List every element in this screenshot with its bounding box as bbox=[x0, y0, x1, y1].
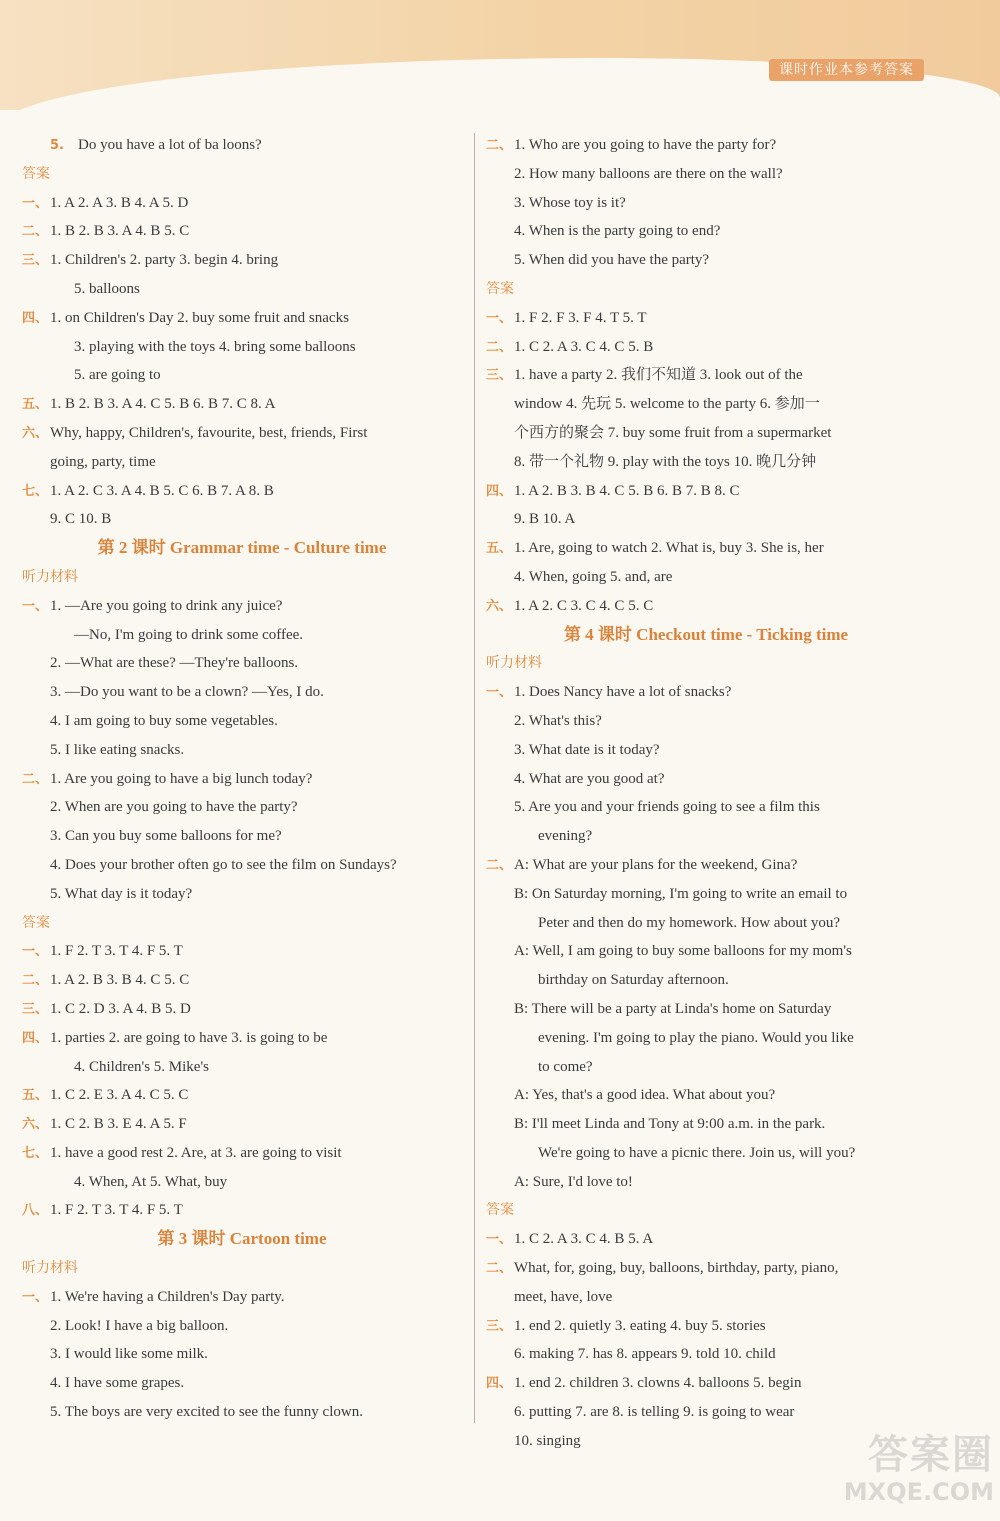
line-text: evening? bbox=[538, 828, 593, 845]
line-text: 1. end 2. quietly 3. eating 4. buy 5. stories bbox=[514, 1317, 766, 1334]
item-number: 三、 bbox=[486, 368, 513, 384]
line-text: to come? bbox=[538, 1058, 593, 1075]
answer-line bbox=[22, 448, 462, 477]
answer-line bbox=[22, 333, 462, 362]
answer-line bbox=[22, 1283, 462, 1312]
line-text: 5. are going to bbox=[74, 367, 161, 384]
answer-line bbox=[486, 1283, 926, 1312]
item-number: 一、 bbox=[22, 195, 49, 211]
item-number: 四、 bbox=[486, 1376, 513, 1392]
line-text: 6. making 7. has 8. appears 9. told 10. child bbox=[514, 1346, 776, 1363]
answer-line bbox=[486, 1024, 926, 1053]
item-number: 五、 bbox=[22, 1088, 49, 1104]
line-text: We're going to have a picnic there. Join us, will you? bbox=[538, 1144, 856, 1161]
line-text: 6. putting 7. are 8. is telling 9. is going to wear bbox=[514, 1404, 795, 1421]
answer-line bbox=[486, 477, 926, 506]
answer-line bbox=[486, 563, 926, 592]
line-text: 1. A 2. B 3. B 4. C 5. C bbox=[50, 972, 190, 989]
section-label-text: 答案 bbox=[22, 165, 50, 182]
line-text: 9. C 10. B bbox=[50, 511, 112, 528]
answer-line bbox=[486, 1081, 926, 1110]
line-text: going, party, time bbox=[50, 453, 156, 470]
line-text: B: There will be a party at Linda's home on Saturday bbox=[514, 1000, 832, 1017]
answer-line bbox=[22, 880, 462, 909]
answer-line bbox=[486, 736, 926, 765]
section-title: 第 4 课时 Checkout time - Ticking time bbox=[563, 624, 849, 644]
answer-line bbox=[22, 477, 462, 506]
answer-line bbox=[22, 707, 462, 736]
answer-line bbox=[22, 275, 462, 304]
answer-line bbox=[22, 304, 462, 333]
answer-line bbox=[486, 1369, 926, 1398]
line-text: 1. C 2. D 3. A 4. B 5. D bbox=[50, 1000, 191, 1017]
line-text: 5. balloons bbox=[74, 280, 140, 297]
line-text: 1. F 2. T 3. T 4. F 5. T bbox=[50, 943, 183, 960]
line-text: A: Sure, I'd love to! bbox=[514, 1173, 633, 1190]
answer-line bbox=[22, 966, 462, 995]
item-number: 四、 bbox=[22, 310, 49, 326]
line-text: 9. B 10. A bbox=[514, 511, 576, 528]
answer-line bbox=[22, 217, 462, 246]
answer-line bbox=[22, 131, 462, 160]
section-label-text: 听力材料 bbox=[486, 655, 542, 672]
answer-line bbox=[486, 880, 926, 909]
line-text: 4. I am going to buy some vegetables. bbox=[50, 712, 278, 729]
section-label-text: 答案 bbox=[486, 280, 514, 297]
header-tag: 课时作业本参考答案 bbox=[769, 59, 924, 81]
line-text: evening. I'm going to play the piano. Would you like bbox=[538, 1029, 854, 1046]
item-number: 二、 bbox=[486, 138, 513, 153]
line-text: 1. We're having a Children's Day party. bbox=[50, 1288, 285, 1305]
line-text: 8. 带一个礼物 9. play with the toys 10. 晚几分钟 bbox=[514, 453, 817, 470]
line-text: 1. A 2. C 3. C 4. C 5. C bbox=[514, 597, 654, 614]
answer-line bbox=[22, 621, 462, 650]
line-text: 1. Children's 2. party 3. begin 4. bring bbox=[50, 252, 279, 269]
answer-line bbox=[486, 131, 926, 160]
watermark-main: 答案圈 bbox=[868, 1432, 994, 1478]
line-text: 1. Are you going to have a big lunch today? bbox=[50, 770, 313, 787]
section-label bbox=[22, 160, 462, 189]
answer-line bbox=[22, 419, 462, 448]
line-text: 4. What are you good at? bbox=[514, 770, 665, 787]
line-text: 1. —Are you going to drink any juice? bbox=[50, 597, 283, 614]
answer-line bbox=[486, 822, 926, 851]
answer-line bbox=[486, 361, 926, 390]
answer-line bbox=[486, 246, 926, 275]
answer-line bbox=[486, 1398, 926, 1427]
answer-line bbox=[22, 649, 462, 678]
line-text: 5. The boys are very excited to see the funny clown. bbox=[50, 1404, 363, 1421]
answer-line bbox=[486, 419, 926, 448]
line-text: 5. I like eating snacks. bbox=[50, 741, 185, 758]
line-text: A: Yes, that's a good idea. What about you? bbox=[514, 1087, 776, 1104]
section-title: 第 2 课时 Grammar time - Culture time bbox=[97, 538, 387, 558]
answer-line bbox=[22, 851, 462, 880]
left-column bbox=[22, 131, 462, 1427]
item-number: 六、 bbox=[486, 598, 513, 614]
section-label bbox=[22, 909, 462, 938]
item-number: 一、 bbox=[486, 310, 513, 326]
item-number: 三、 bbox=[486, 1318, 513, 1334]
line-text: 2. How many balloons are there on the wall? bbox=[514, 165, 783, 182]
line-text: 4. Children's 5. Mike's bbox=[74, 1058, 209, 1075]
answer-line bbox=[22, 189, 462, 218]
item-number: 一、 bbox=[486, 685, 513, 701]
item-number: 四、 bbox=[486, 483, 513, 499]
line-text: 2. —What are these? —They're balloons. bbox=[50, 655, 299, 672]
answer-line bbox=[22, 1081, 462, 1110]
line-text: 3. playing with the toys 4. bring some balloons bbox=[74, 338, 356, 355]
item-number: 二、 bbox=[486, 339, 513, 355]
section-label bbox=[486, 649, 926, 678]
item-number: 八、 bbox=[22, 1203, 49, 1219]
answer-line bbox=[486, 448, 926, 477]
section-label bbox=[486, 1196, 926, 1225]
item-number: 一、 bbox=[22, 944, 49, 960]
answer-line bbox=[486, 217, 926, 246]
answer-line bbox=[22, 822, 462, 851]
line-text: 4. I have some grapes. bbox=[50, 1375, 185, 1392]
line-text: 个西方的聚会 7. buy some fruit from a supermarket bbox=[514, 424, 832, 441]
section-title: 第 3 课时 Cartoon time bbox=[157, 1229, 327, 1249]
answer-line bbox=[486, 390, 926, 419]
answer-line bbox=[486, 592, 926, 621]
answer-line bbox=[22, 995, 462, 1024]
answer-line bbox=[486, 333, 926, 362]
line-text: 4. When, At 5. What, buy bbox=[74, 1173, 228, 1190]
item-number: 二、 bbox=[486, 1261, 513, 1277]
section-label-text: 答案 bbox=[22, 914, 50, 931]
line-text: —No, I'm going to drink some coffee. bbox=[74, 626, 304, 643]
item-number: 一、 bbox=[22, 598, 49, 614]
answer-line bbox=[22, 1369, 462, 1398]
line-text: 2. What's this? bbox=[514, 712, 602, 729]
answer-line bbox=[22, 505, 462, 534]
line-text: A: Well, I am going to buy some balloons for my mom's bbox=[514, 943, 852, 960]
answer-line bbox=[22, 1110, 462, 1139]
watermark-sub: MXQE.COM bbox=[843, 1478, 994, 1506]
answer-line bbox=[486, 1139, 926, 1168]
answer-line bbox=[22, 246, 462, 275]
line-text: 1. C 2. A 3. C 4. B 5. A bbox=[514, 1231, 654, 1248]
answer-line bbox=[486, 909, 926, 938]
answer-line bbox=[486, 160, 926, 189]
answer-line bbox=[22, 1398, 462, 1427]
answer-line bbox=[486, 1254, 926, 1283]
answer-line bbox=[486, 1312, 926, 1341]
answer-line bbox=[486, 995, 926, 1024]
answer-line bbox=[22, 736, 462, 765]
item-number: 三、 bbox=[22, 253, 49, 269]
answer-line bbox=[486, 765, 926, 794]
item-number: 七、 bbox=[22, 483, 49, 499]
answer-line bbox=[22, 390, 462, 419]
answer-line bbox=[486, 1340, 926, 1369]
answer-line bbox=[22, 1139, 462, 1168]
answer-line bbox=[486, 534, 926, 563]
line-text: 1. C 2. E 3. A 4. C 5. C bbox=[50, 1087, 189, 1104]
item-number: 二、 bbox=[22, 771, 49, 787]
line-text: Do you have a lot of ba loons? bbox=[78, 137, 262, 153]
item-number: 四、 bbox=[22, 1030, 49, 1046]
answer-line bbox=[22, 937, 462, 966]
line-text: 1. C 2. A 3. C 4. C 5. B bbox=[514, 338, 654, 355]
item-number: 七、 bbox=[22, 1145, 49, 1161]
answer-line bbox=[486, 1225, 926, 1254]
line-text: 5. When did you have the party? bbox=[514, 252, 710, 269]
answer-line bbox=[486, 707, 926, 736]
line-text: 1. Are, going to watch 2. What is, buy 3. She is, her bbox=[514, 540, 824, 557]
answer-line bbox=[486, 505, 926, 534]
item-number: 六、 bbox=[22, 1117, 49, 1133]
watermark-logo bbox=[794, 1433, 994, 1513]
item-number: 一、 bbox=[22, 1289, 49, 1305]
line-text: 1. on Children's Day 2. buy some fruit and snacks bbox=[50, 309, 349, 326]
answer-line bbox=[486, 1110, 926, 1139]
answer-line bbox=[486, 851, 926, 880]
line-text: 5. Are you and your friends going to see a film this bbox=[514, 799, 820, 816]
item-number: 五、 bbox=[486, 541, 513, 557]
answer-line bbox=[22, 361, 462, 390]
answer-line bbox=[486, 1168, 926, 1197]
section-label bbox=[22, 1254, 462, 1283]
line-text: 1. Does Nancy have a lot of snacks? bbox=[514, 684, 732, 701]
item-number: 六、 bbox=[22, 425, 49, 441]
answer-line bbox=[486, 678, 926, 707]
line-text: A: What are your plans for the weekend, Gina? bbox=[514, 856, 798, 873]
line-text: 1. parties 2. are going to have 3. is going to be bbox=[50, 1029, 328, 1046]
section-label bbox=[22, 563, 462, 592]
line-text: 4. When, going 5. and, are bbox=[514, 568, 673, 585]
line-text: 1. F 2. F 3. F 4. T 5. T bbox=[514, 309, 647, 326]
line-text: 1. end 2. children 3. clowns 4. balloons 5. begin bbox=[514, 1375, 802, 1392]
line-text: window 4. 先玩 5. welcome to the party 6. 参加一 bbox=[514, 396, 820, 413]
section-label-text: 听力材料 bbox=[22, 568, 78, 585]
line-text: What, for, going, buy, balloons, birthday, party, piano, bbox=[514, 1260, 839, 1277]
line-text: 3. What date is it today? bbox=[514, 741, 660, 758]
answer-line bbox=[22, 793, 462, 822]
line-text: 1. have a party 2. 我们不知道 3. look out of the bbox=[514, 367, 803, 384]
line-text: 1. B 2. B 3. A 4. B 5. C bbox=[50, 223, 190, 240]
answer-line bbox=[22, 1024, 462, 1053]
answer-line bbox=[22, 1196, 462, 1225]
answer-line bbox=[22, 1053, 462, 1082]
answer-line bbox=[22, 1340, 462, 1369]
line-text: B: I'll meet Linda and Tony at 9:00 a.m. in the park. bbox=[514, 1116, 826, 1133]
right-column bbox=[486, 131, 926, 1456]
item-number: 三、 bbox=[22, 1001, 49, 1017]
answer-line bbox=[486, 304, 926, 333]
section-label bbox=[486, 275, 926, 304]
answer-line bbox=[22, 592, 462, 621]
line-text: 1. A 2. C 3. A 4. B 5. C 6. B 7. A 8. B bbox=[50, 482, 274, 499]
answer-line bbox=[486, 937, 926, 966]
answer-line bbox=[22, 1168, 462, 1197]
line-text: B: On Saturday morning, I'm going to write an email to bbox=[514, 885, 848, 902]
line-text: 4. When is the party going to end? bbox=[514, 223, 721, 240]
answer-line bbox=[22, 678, 462, 707]
item-number: 二、 bbox=[22, 224, 49, 240]
line-text: 3. Whose toy is it? bbox=[514, 194, 626, 211]
column-divider bbox=[474, 133, 475, 1423]
line-text: Why, happy, Children's, favourite, best, friends, First bbox=[50, 424, 368, 441]
line-text: birthday on Saturday afternoon. bbox=[538, 972, 729, 989]
line-text: 5. What day is it today? bbox=[50, 885, 193, 902]
line-text: 2. When are you going to have the party? bbox=[50, 799, 298, 816]
line-text: 3. I would like some milk. bbox=[50, 1346, 208, 1363]
item-number: 二、 bbox=[486, 857, 513, 873]
answer-line bbox=[486, 793, 926, 822]
item-number: 五、 bbox=[22, 397, 49, 413]
answer-line bbox=[486, 966, 926, 995]
line-text: 1. F 2. T 3. T 4. F 5. T bbox=[50, 1202, 183, 1219]
line-text: 3. —Do you want to be a clown? —Yes, I do. bbox=[50, 684, 324, 701]
line-text: 4. Does your brother often go to see the film on Sundays? bbox=[50, 856, 397, 873]
answer-line bbox=[22, 765, 462, 794]
line-text: 1. B 2. B 3. A 4. C 5. B 6. B 7. C 8. A bbox=[50, 396, 276, 413]
line-text: 2. Look! I have a big balloon. bbox=[50, 1317, 229, 1334]
line-text: meet, have, love bbox=[514, 1288, 613, 1305]
section-label-text: 听力材料 bbox=[22, 1260, 78, 1277]
answer-line bbox=[486, 189, 926, 218]
line-text: 1. have a good rest 2. Are, at 3. are going to visit bbox=[50, 1144, 342, 1161]
line-text: 1. C 2. B 3. E 4. A 5. F bbox=[50, 1116, 187, 1133]
section-label-text: 答案 bbox=[486, 1202, 514, 1219]
answer-line bbox=[22, 1312, 462, 1341]
item-number: 二、 bbox=[22, 973, 49, 989]
line-text: 1. A 2. B 3. B 4. C 5. B 6. B 7. B 8. C bbox=[514, 482, 740, 499]
answer-line bbox=[486, 1053, 926, 1082]
item-number: 一、 bbox=[486, 1232, 513, 1248]
line-text: 3. Can you buy some balloons for me? bbox=[50, 828, 282, 845]
line-text: 1. A 2. A 3. B 4. A 5. D bbox=[50, 194, 189, 211]
line-text: 10. singing bbox=[514, 1432, 581, 1449]
item-number: 5. bbox=[50, 138, 64, 153]
line-text: Peter and then do my homework. How about you? bbox=[538, 914, 841, 931]
line-text: 1. Who are you going to have the party for? bbox=[514, 137, 777, 153]
